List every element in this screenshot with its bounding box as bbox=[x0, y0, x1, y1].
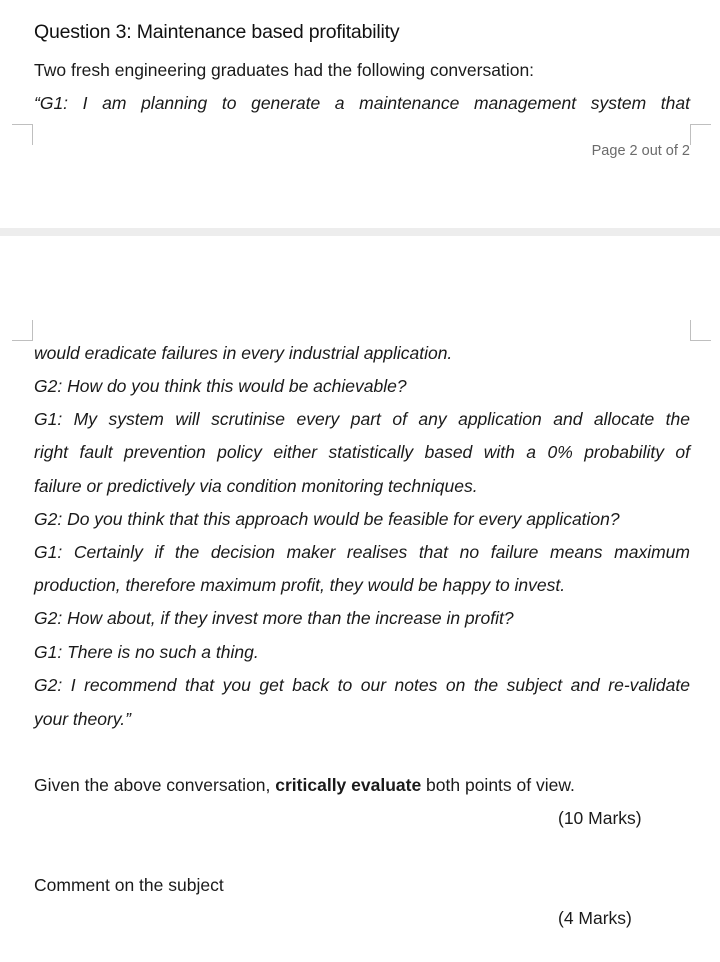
conversation-line-2: would eradicate failures in every industrial application. bbox=[34, 343, 453, 363]
conversation-line-3: G2: How do you think this would be achievable? bbox=[34, 376, 407, 396]
conversation-line-8: G1: Certainly if the decision maker realises that no failure means maximum bbox=[34, 542, 690, 562]
page-corner-mark-bottom-left bbox=[12, 320, 33, 341]
conversation-line-4: G1: My system will scrutinise every part of any application and allocate the bbox=[34, 409, 690, 429]
conversation-line-12: G2: I recommend that you get back to our notes on the subject and re-validate bbox=[34, 675, 690, 695]
conversation-line-11: G1: There is no such a thing. bbox=[34, 642, 259, 662]
question-title: Question 3: Maintenance based profitability bbox=[34, 21, 400, 43]
page-corner-mark-top-right bbox=[690, 124, 711, 145]
page-separator bbox=[0, 228, 720, 236]
conversation-line-7: G2: Do you think that this approach would be feasible for every application? bbox=[34, 509, 620, 529]
task-1-prefix: Given the above conversation, bbox=[34, 775, 276, 795]
conversation-line-13: your theory.” bbox=[34, 709, 131, 729]
conversation-line-1: “G1: I am planning to generate a maintenance management system that bbox=[34, 93, 690, 113]
question-intro: Two fresh engineering graduates had the following conversation: bbox=[34, 60, 535, 80]
conversation-line-5: right fault prevention policy either statistically based with a 0% probability of bbox=[34, 442, 690, 462]
task-1-instruction bbox=[34, 773, 575, 797]
page-number: Page 2 out of 2 bbox=[591, 143, 690, 159]
page-corner-mark-top-left bbox=[12, 124, 33, 145]
task-2-instruction: Comment on the subject bbox=[34, 875, 224, 895]
task-1-marks: (10 Marks) bbox=[558, 808, 642, 828]
conversation-line-10: G2: How about, if they invest more than the increase in profit? bbox=[34, 608, 514, 628]
task-1-emphasis: critically evaluate bbox=[275, 775, 422, 795]
task-1-suffix: both points of view. bbox=[421, 775, 575, 795]
conversation-line-9: production, therefore maximum profit, they would be happy to invest. bbox=[34, 575, 566, 595]
page-corner-mark-bottom-right bbox=[690, 320, 711, 341]
conversation-line-6: failure or predictively via condition monitoring techniques. bbox=[34, 476, 478, 496]
task-2-marks: (4 Marks) bbox=[558, 908, 632, 928]
